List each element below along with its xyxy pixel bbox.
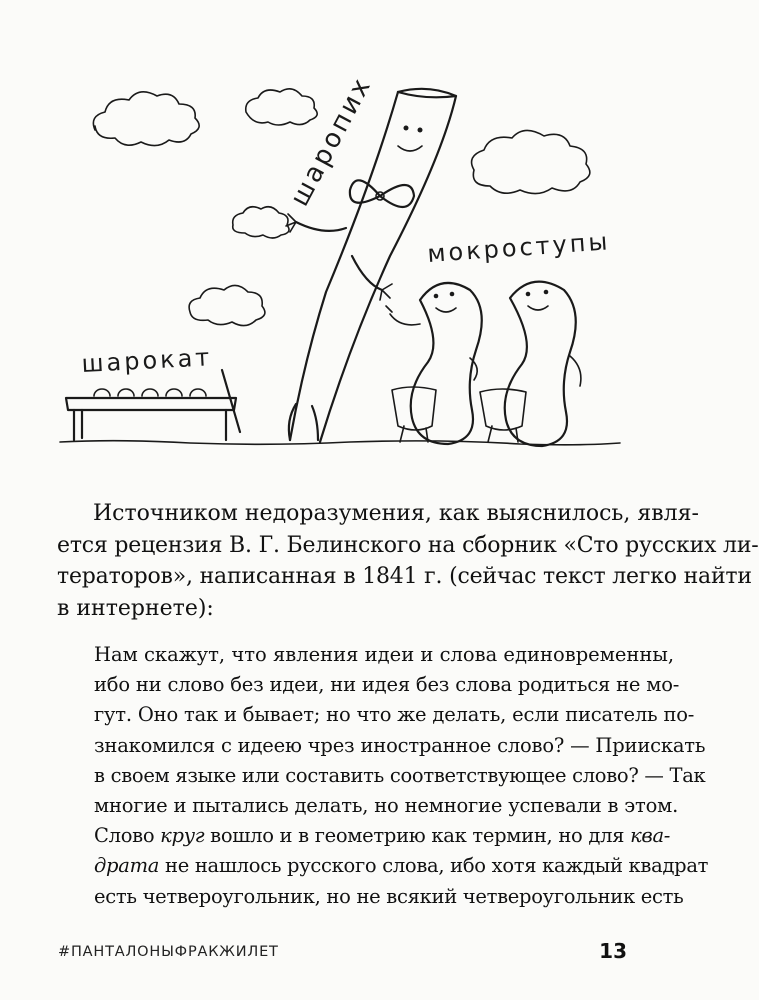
label-sharopikh: шаропих (284, 71, 379, 212)
cartoon-drawing (0, 0, 677, 470)
quote-line: многие и пытались делать, но немногие успевали в этом. (94, 794, 679, 818)
label-mokrostupy: мокроступы (426, 227, 612, 268)
quote-line: Нам скажут, что явления идеи и слова единовременны, (94, 643, 675, 666)
quote-line: есть четвероугольник, но не всякий четвероугольник есть (94, 884, 684, 908)
quote-text: Слово (94, 824, 161, 848)
quote-italic-term: драта (94, 854, 160, 878)
quote-italic-term: ква- (630, 824, 671, 848)
label-sharokat: шарокат (80, 343, 213, 378)
cloud-top-center (246, 89, 317, 125)
page-number: 13 (599, 939, 627, 963)
cloud-small-center (233, 207, 289, 238)
cloud-right (472, 130, 590, 193)
illustration (0, 0, 677, 470)
quote-line (94, 821, 671, 851)
paragraph-line: тераторов», написанная в 1841 г. (сейчас текст легко найти (57, 564, 752, 589)
cloud-left (93, 92, 199, 146)
quote-line: гут. Оно так и бывает; но что же делать, если писатель по- (94, 703, 695, 727)
paragraph-line: ется рецензия В. Г. Белинского на сборник «Сто русских ли- (57, 532, 759, 558)
quote-italic-term: круг (160, 824, 205, 848)
billiard-table (66, 370, 240, 440)
paragraph-line: в интернете): (57, 595, 214, 621)
cloud-mid-left (189, 285, 265, 325)
paragraph-line: Источником недоразумения, как выяснилось, явля- (93, 501, 699, 526)
quote-line: знакомился с идеею чрез иностранное слово? — Приискать (94, 733, 706, 757)
quote-text: вошло и в геометрию как термин, но для (204, 824, 631, 848)
galosh-character-right (480, 282, 581, 446)
quote-text: не нашлось русского слова, ибо хотя каждый квадрат (159, 854, 709, 878)
galosh-character-left (386, 283, 482, 444)
quote-line: ибо ни слово без идеи, ни идея без слова родиться не мо- (94, 673, 680, 697)
body-paragraph (57, 498, 759, 624)
running-footer-hashtag: #ПАНТАЛОНЫФРАКЖИЛЕТ (58, 944, 279, 960)
ground-line (60, 441, 620, 445)
quote-line (94, 851, 709, 881)
quote-line: в своем языке или составить соответствующее слово? — Так (94, 763, 706, 787)
quote-block (94, 640, 709, 912)
